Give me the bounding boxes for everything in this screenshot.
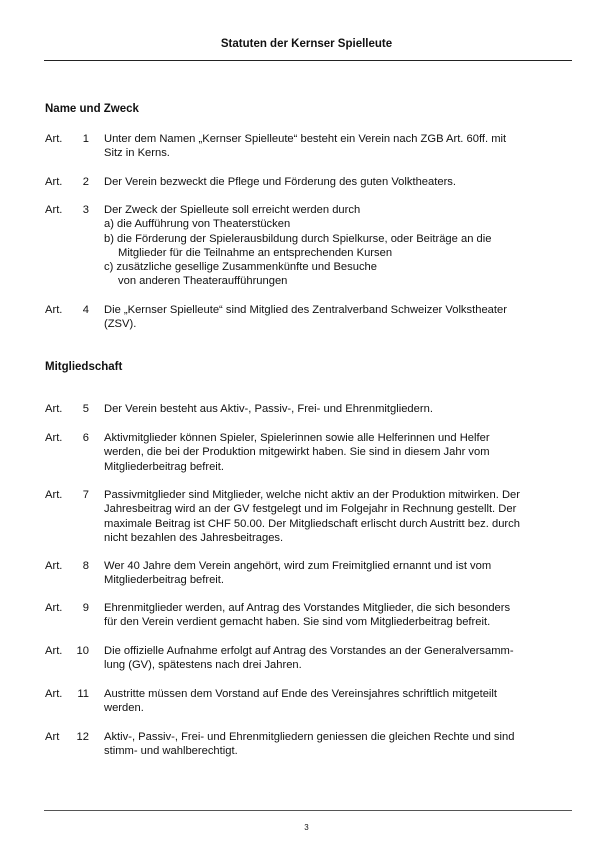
article-number: 4	[82, 304, 89, 316]
article-number: 9	[82, 602, 89, 614]
section-heading-mitgliedschaft: Mitgliedschaft	[45, 361, 123, 373]
article-3	[45, 203, 575, 289]
article-label: Art.	[45, 645, 63, 657]
article-text-line: Unter dem Namen „Kernser Spielleute“ besteht ein Verein nach ZGB Art. 60ff. mit	[104, 133, 507, 145]
article-text-line: Wer 40 Jahre dem Verein angehört, wird zum Freimitglied ernannt und ist vom	[104, 560, 492, 572]
article-text-line: nicht bezahlen des Jahresbeitrages.	[104, 531, 284, 544]
article-text-line: Sitz in Kerns.	[104, 147, 170, 160]
article-number: 10	[76, 645, 89, 657]
header-rule	[44, 60, 572, 61]
article-number: 7	[82, 489, 89, 501]
article-text-line: Die offizielle Aufnahme erfolgt auf Antrag des Vorstandes an der Generalversamm-	[104, 645, 514, 657]
article-9	[45, 601, 575, 630]
article-text-line: Mitgliederbeitrag befreit.	[104, 574, 225, 587]
article-text-line: Der Verein bezweckt die Pflege und Förderung des guten Volktheaters.	[104, 176, 457, 188]
article-number: 6	[82, 432, 89, 444]
article-number: 1	[82, 133, 89, 145]
article-text-line: Austritte müssen dem Vorstand auf Ende des Vereinsjahres schriftlich mitgeteilt	[104, 688, 497, 700]
article-label: Art.	[45, 560, 63, 572]
article-7	[45, 488, 575, 545]
article-number: 5	[82, 403, 89, 415]
article-number: 3	[82, 204, 89, 216]
article-label: Art.	[45, 602, 63, 614]
article-label: Art.	[45, 489, 63, 501]
article-text-line: Der Zweck der Spielleute soll erreicht werden durch	[104, 204, 361, 216]
article-5	[45, 402, 575, 416]
article-number: 8	[82, 560, 89, 572]
article-text-line: Der Verein besteht aus Aktiv-, Passiv-, Frei- und Ehrenmitgliedern.	[104, 403, 433, 415]
article-text-line: lung (GV), spätestens nach drei Jahren.	[104, 659, 302, 672]
article-text-line: werden, die bei der Produktion mitgewirkt haben. Sie sind in diesem Jahr vom	[104, 446, 490, 459]
article-text-line: Mitgliederbeitrag befreit.	[104, 460, 225, 473]
article-text-line: Aktivmitglieder können Spieler, Spielerinnen sowie alle Helferinnen und Helfer	[104, 432, 490, 444]
article-list-item-continuation: Mitglieder für die Teilnahme an entsprechenden Kursen	[118, 246, 393, 259]
article-label: Art.	[45, 304, 63, 316]
article-label: Art.	[45, 688, 63, 700]
article-label: Art.	[45, 133, 63, 145]
article-6	[45, 431, 575, 474]
article-list-item: c) zusätzliche gesellige Zusammenkünfte und Besuche	[104, 261, 377, 274]
article-number: 12	[76, 731, 89, 743]
footer-rule	[44, 810, 572, 811]
article-10	[45, 644, 575, 673]
article-label: Art.	[45, 403, 63, 415]
article-text-line: Jahresbeitrag wird an der GV festgelegt und im Folgejahr in Rechnung gestellt. Der	[104, 503, 517, 516]
section-heading-name-und-zweck: Name und Zweck	[45, 103, 139, 115]
article-2	[45, 175, 575, 189]
article-12	[45, 730, 575, 759]
article-8	[45, 559, 575, 588]
article-number: 11	[77, 688, 89, 700]
article-list-item-continuation: von anderen Theateraufführungen	[118, 275, 288, 288]
article-11	[45, 687, 575, 716]
article-1	[45, 132, 575, 161]
article-label: Art	[45, 731, 60, 743]
article-label: Art.	[45, 204, 63, 216]
article-list-item: a) die Aufführung von Theaterstücken	[104, 218, 291, 231]
article-text-line: stimm- und wahlberechtigt.	[104, 745, 238, 758]
article-text-line: Ehrenmitglieder werden, auf Antrag des Vorstandes Mitglieder, die sich besonders	[104, 602, 511, 614]
article-label: Art.	[45, 176, 63, 188]
article-text-line: Passivmitglieder sind Mitglieder, welche nicht aktiv an der Produktion mitwirken. Der	[104, 489, 520, 501]
article-text-line: werden.	[104, 702, 144, 715]
article-text-line: maximale Beitrag ist CHF 50.00. Der Mitgliedschaft erlischt durch Austritt bez. durch	[104, 517, 520, 530]
article-4	[45, 303, 575, 332]
document-title: Statuten der Kernser Spielleute	[220, 38, 393, 50]
article-text-line: Die „Kernser Spielleute“ sind Mitglied des Zentralverband Schweizer Volkstheater	[104, 304, 507, 316]
article-list-item: b) die Förderung der Spielerausbildung durch Spielkurse, oder Beiträge an die	[104, 232, 492, 245]
article-text-line: für den Verein verdient gemacht haben. Sie sind vom Mitgliederbeitrag befreit.	[104, 616, 491, 629]
article-text-line: Aktiv-, Passiv-, Frei- und Ehrenmitgliedern geniessen die gleichen Rechte und sind	[104, 731, 515, 743]
page-number: 3	[304, 823, 309, 832]
article-label: Art.	[45, 432, 63, 444]
article-number: 2	[82, 176, 89, 188]
article-text-line: (ZSV).	[104, 318, 137, 331]
